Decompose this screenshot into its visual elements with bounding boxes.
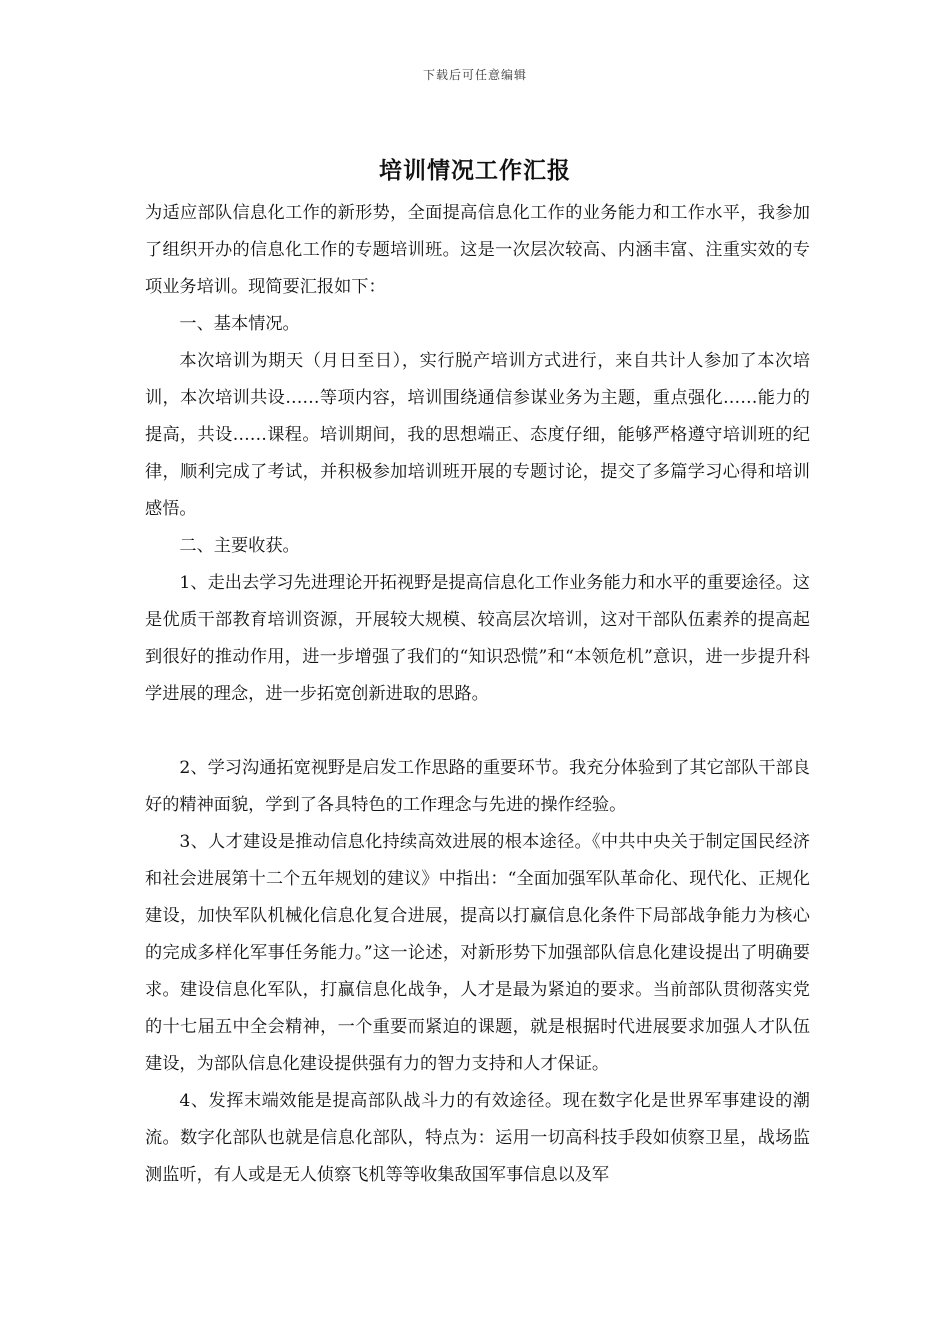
gain-paragraph-2: 2、学习沟通拓宽视野是启发工作思路的重要环节。我充分体验到了其它部队干部良好的精神面貌，学到了各具特色的工作理念与先进的操作经验。 bbox=[145, 758, 810, 815]
section-heading-gains: 二、主要收获。 bbox=[179, 536, 300, 556]
gain-paragraph-1: 1、走出去学习先进理论开拓视野是提高信息化工作业务能力和水平的重要途径。这是优质干部教育培训资源，开展较大规模、较高层次培训，这对干部队伍素养的提高起到很好的推动作用，进一步增强了我们的“知识恐慌”和“本领危机”意识，进一步提升科学进展的理念，进一步拓宽创新进取的思路。 bbox=[145, 573, 810, 704]
section-heading-basic: 一、基本情况。 bbox=[179, 314, 300, 334]
document-body bbox=[145, 195, 810, 1194]
document-title: 培训情况工作汇报 bbox=[379, 157, 571, 184]
gain-paragraph-4: 4、发挥末端效能是提高部队战斗力的有效途径。现在数字化是世界军事建设的潮流。数字化部队也就是信息化部队，特点为：运用一切高科技手段如侦察卫星，战场监测监听，有人或是无人侦察飞机等等收集敌国军事信息以及军 bbox=[145, 1091, 810, 1185]
intro-paragraph: 为适应部队信息化工作的新形势，全面提高信息化工作的业务能力和工作水平，我参加了组织开办的信息化工作的专题培训班。这是一次层次较高、内涵丰富、注重实效的专项业务培训。现简要汇报如下： bbox=[145, 203, 810, 297]
basic-info-paragraph: 本次培训为期天（月日至日），实行脱产培训方式进行，来自共计人参加了本次培训，本次培训共设……等项内容，培训围绕通信参谋业务为主题，重点强化……能力的提高，共设……课程。培训期间，我的思想端正、态度仔细，能够严格遵守培训班的纪律，顺利完成了考试，并积极参加培训班开展的专题讨论，提交了多篇学习心得和培训感悟。 bbox=[145, 351, 810, 519]
gain-paragraph-3: 3、人才建设是推动信息化持续高效进展的根本途径。《中共中央关于制定国民经济和社会进展第十二个五年规划的建议》中指出：“全面加强军队革命化、现代化、正规化建设，加快军队机械化信息化复合进展，提高以打赢信息化条件下局部战争能力为核心的完成多样化军事任务能力。”这一论述，对新形势下加强部队信息化建设提出了明确要求。建设信息化军队，打赢信息化战争，人才是最为紧迫的要求。当前部队贯彻落实党的十七届五中全会精神，一个重要而紧迫的课题，就是根据时代进展要求加强人才队伍建设，为部队信息化建设提供强有力的智力支持和人才保证。 bbox=[145, 832, 810, 1074]
paragraph-gap bbox=[145, 713, 810, 750]
header-note: 下载后可任意编辑 bbox=[422, 68, 527, 82]
